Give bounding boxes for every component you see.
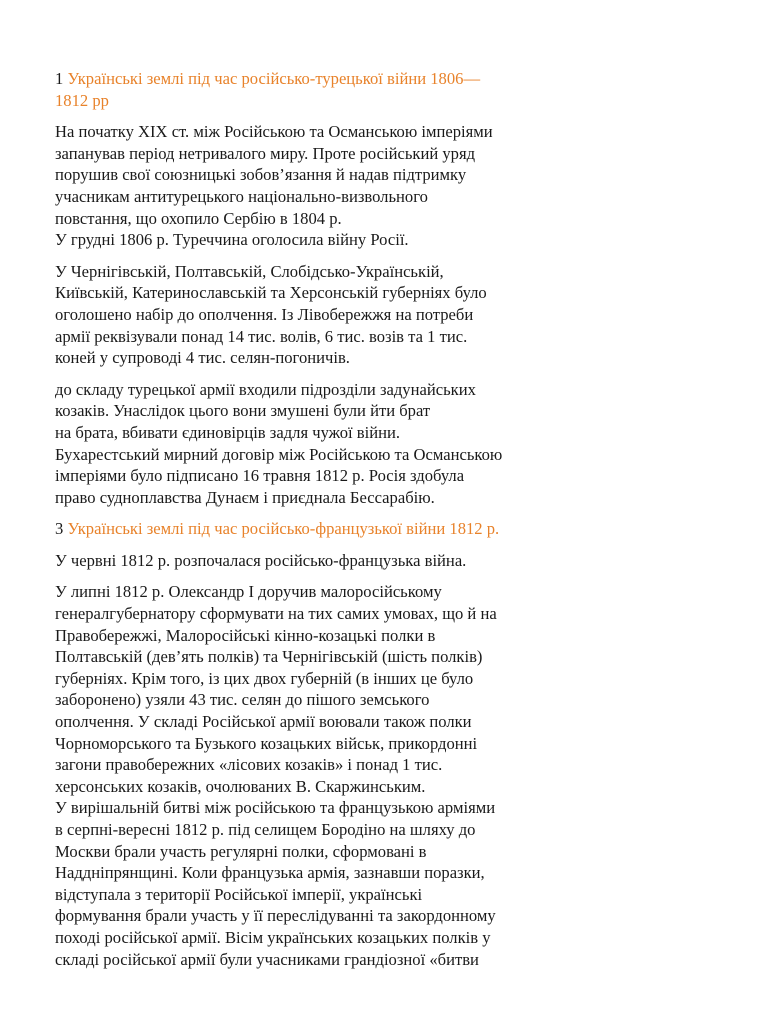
text-line: ополчення. У складі Російської армії воювали також полки <box>55 712 472 732</box>
section-heading-3 <box>55 518 555 540</box>
paragraph <box>55 121 555 251</box>
text-line: Чорноморського та Бузького козацьких військ, прикордонні <box>55 733 478 753</box>
text-line: складі російської армії були учасниками грандіозної «битви <box>55 949 479 969</box>
section-title-line: 1812 рр <box>55 90 109 110</box>
text-line: порушив свої союзницькі зобов’язання й надав підтримку <box>55 165 467 185</box>
text-line: У Чернігівській, Полтавській, Слобідсько-Українській, <box>55 261 444 281</box>
document-page <box>55 68 555 980</box>
section-number: 1 <box>55 69 64 88</box>
text-line: учасникам антитурецького національно-визвольного <box>55 186 428 206</box>
text-line: губерніях. Крім того, із цих двох губерній (в інших це було <box>55 668 474 688</box>
text-line: загони правобережних «лісових козаків» і понад 1 тис. <box>55 755 443 775</box>
paragraph <box>55 261 555 369</box>
text-line: Правобережжі, Малоросійські кінно-козацькі полки в <box>55 625 436 645</box>
text-line: Полтавській (дев’ять полків) та Чернігівській (шість полків) <box>55 647 483 667</box>
text-line: формування брали участь у її переслідуванні та закордонному <box>55 906 496 926</box>
text-line: Київській, Катеринославській та Херсонській губерніях було <box>55 283 487 303</box>
text-line: в серпні-вересні 1812 р. під селищем Бородіно на шляху до <box>55 820 476 839</box>
text-line: У грудні 1806 р. Туреччина оголосила війну Росії. <box>55 230 409 250</box>
text-line: поході російської армії. Вісім українських козацьких полків у <box>55 927 491 947</box>
paragraph <box>55 581 555 970</box>
paragraph <box>55 550 555 572</box>
text-line: коней у супроводі 4 тис. селян-погоничів. <box>55 348 350 368</box>
text-line: на брата, вбивати єдиновірців задля чужої війни. <box>55 422 400 442</box>
text-line: У липні 1812 р. Олександр І доручив малоросійському <box>55 582 442 602</box>
text-line: імперіями було підписано 16 травня 1812 р. Росія здобула <box>55 466 465 486</box>
paragraph <box>55 379 555 509</box>
text-line: генералгубернатору сформувати на тих самих умовах, що й на <box>55 604 497 624</box>
text-line: заборонено) узяли 43 тис. селян до пішого земського <box>55 690 430 710</box>
section-title-line: Українські землі під час російсько-турецької війни 1806— <box>67 69 481 88</box>
text-line: до складу турецької армії входили підрозділи задунайських <box>55 379 476 399</box>
text-line: право судноплавства Дунаєм і приєднала Бессарабію. <box>55 487 435 507</box>
text-line: повстання, що охопило Сербію в 1804 р. <box>55 208 342 228</box>
section-heading-1 <box>55 68 555 111</box>
text-line: армії реквізували понад 14 тис. волів, 6 тис. возів та 1 тис. <box>55 326 468 346</box>
text-line: Москви брали участь регулярні полки, сформовані в <box>55 841 427 861</box>
section-number: 3 <box>55 519 64 539</box>
text-line: оголошено набір до ополчення. Із Лівобережжя на потреби <box>55 304 474 324</box>
text-line: козаків. Унаслідок цього вони змушені були йти брат <box>55 401 431 421</box>
section-title-line: Українські землі під час російсько-французької війни 1812 р. <box>67 519 500 539</box>
text-line: відступала з території Російської імперії, українські <box>55 884 423 904</box>
text-line: У червні 1812 р. розпочалася російсько-французька війна. <box>55 550 467 570</box>
text-line: У вирішальній битві між російською та французькою арміями <box>55 798 496 818</box>
text-line: Бухарестський мирний договір між Російською та Османською <box>55 444 503 464</box>
text-line: херсонських козаків, очолюваних В. Скаржинським. <box>55 776 426 796</box>
text-line: Наддніпрянщині. Коли французька армія, зазнавши поразки, <box>55 863 485 883</box>
text-line: На початку XIX ст. між Російською та Османською імперіями <box>55 122 493 142</box>
text-line: запанував період нетривалого миру. Проте російський уряд <box>55 143 476 163</box>
